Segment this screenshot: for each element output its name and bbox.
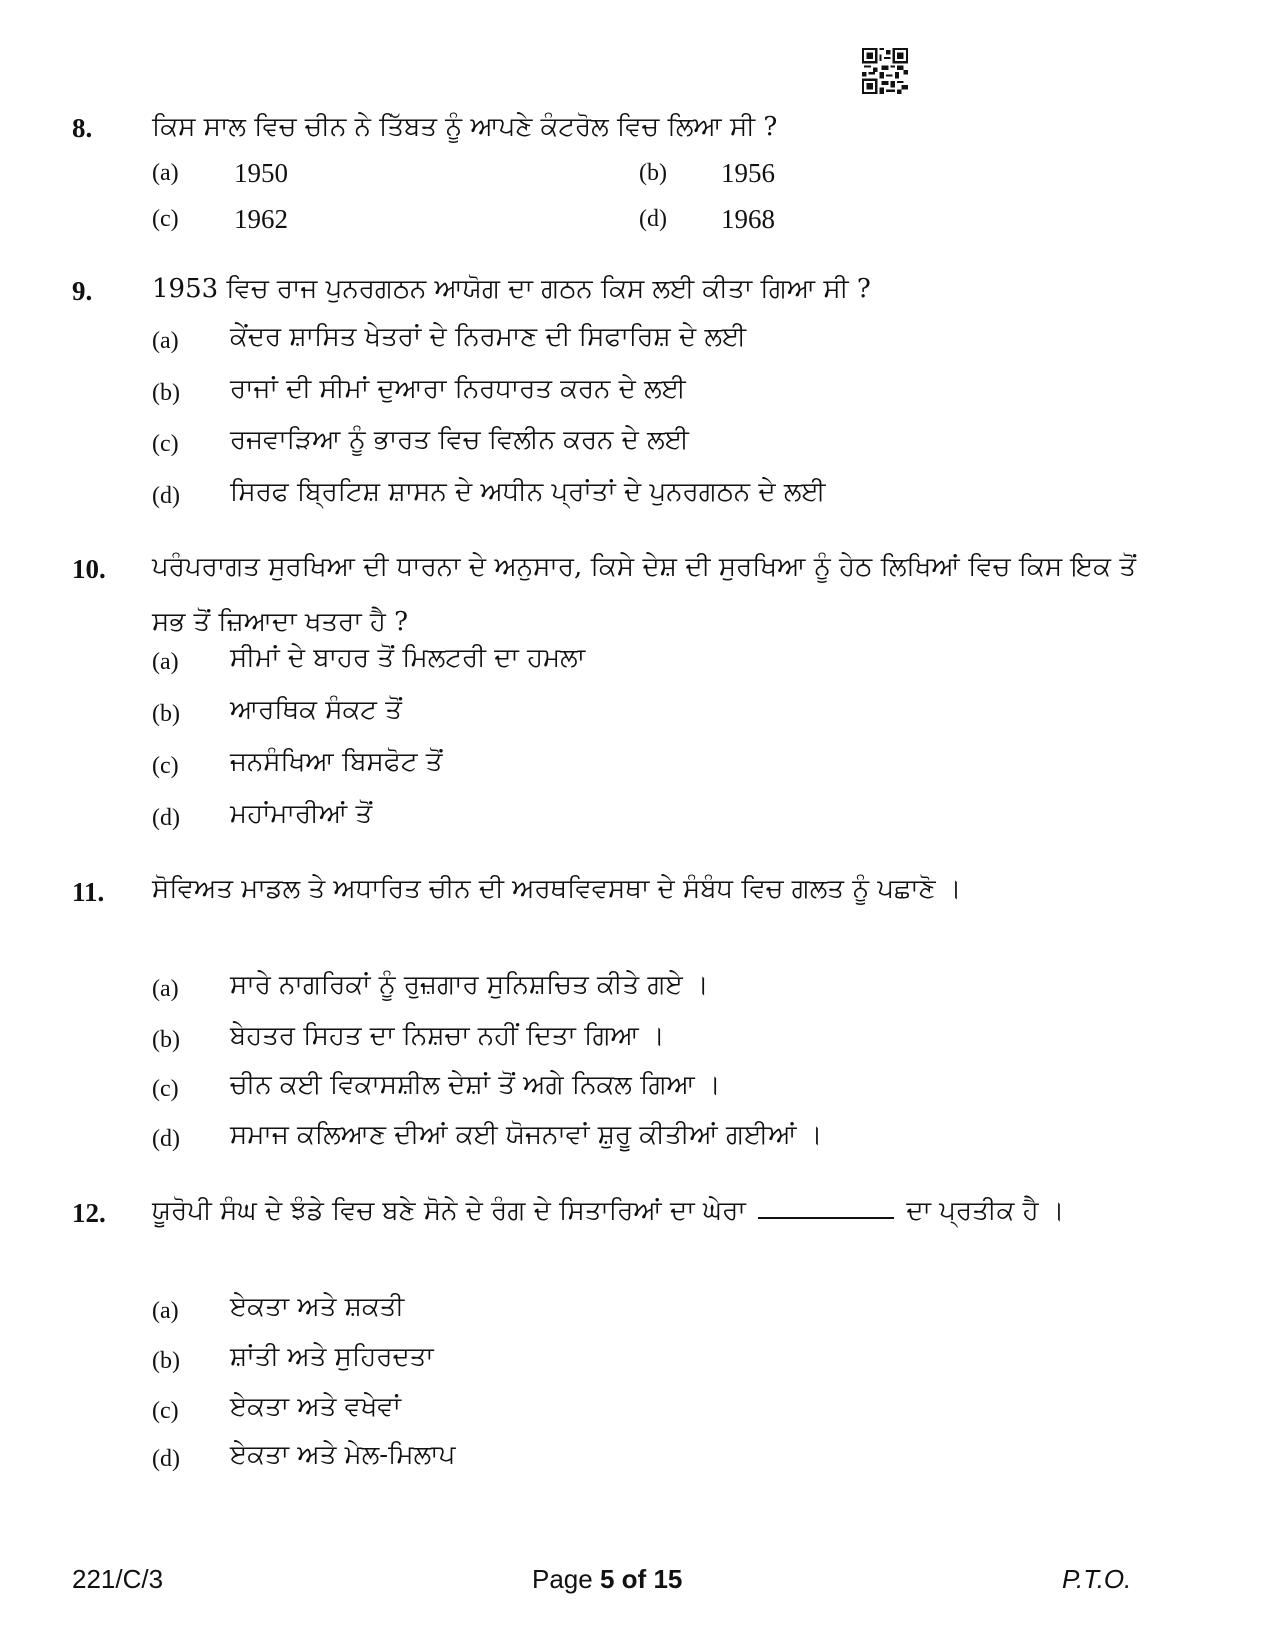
pto-label: P.T.O. (1062, 1564, 1132, 1594)
option-letter: (b) (152, 1348, 180, 1374)
qr-code (862, 48, 908, 94)
option-letter: (a) (152, 160, 179, 186)
question-text: ਪਰੰਪਰਾਗਤ ਸੁਰਖਿਆ ਦੀ ਧਾਰਨਾ ਦੇ ਅਨੁਸਾਰ, ਕਿਸੇ ਦੇਸ਼ ਦੀ ਸੁਰਖਿਆ ਨੂੰ ਹੇਠ ਲਿਖਿਆਂ ਵਿਚ ਕਿਸ ਇਕ ਤੋਂ ਸਭ ਤੋਂ ਜ਼ਿਆਦਾ ਖਤਰਾ ਹੈ ? (152, 552, 1136, 637)
option-text: ਆਰਥਿਕ ਸੰਕਟ ਤੋਂ (230, 695, 402, 725)
option-text: 1968 (721, 204, 775, 234)
option-text: ਰਾਜਾਂ ਦੀ ਸੀਮਾਂ ਦੁਆਰਾ ਨਿਰਧਾਰਤ ਕਰਨ ਦੇ ਲਈ (230, 374, 686, 404)
question-text: ਕਿਸ ਸਾਲ ਵਿਚ ਚੀਨ ਨੇ ਤਿੱਬਤ ਨੂੰ ਆਪਣੇ ਕੰਟਰੋਲ ਵਿਚ ਲਿਆ ਸੀ ? (152, 112, 778, 142)
option-letter: (a) (152, 328, 179, 354)
option-letter: (b) (152, 1027, 180, 1053)
option-letter: (c) (152, 431, 179, 457)
option-text: ਸਿਰਫ ਬ੍ਰਿਟਿਸ਼ ਸ਼ਾਸਨ ਦੇ ਅਧੀਨ ਪ੍ਰਾਂਤਾਂ ਦੇ ਪੁਨਰਗਠਨ ਦੇ ਲਈ (230, 477, 826, 507)
option-text: ਜਨਸੰਖਿਆ ਬਿਸਫੋਟ ਤੋਂ (230, 747, 443, 777)
question-text-before: ਯੂਰੋਪੀ ਸੰਘ ਦੇ ਝੰਡੇ ਵਿਚ ਬਣੇ ਸੋਨੇ ਦੇ ਰੰਗ ਦੇ ਸਿਤਾਰਿਆਂ ਦਾ ਘੇਰਾ (152, 1196, 746, 1226)
page-word: Page (532, 1564, 593, 1594)
question-number: 12. (72, 1198, 106, 1228)
option-letter: (b) (639, 160, 667, 186)
question-number: 10. (72, 554, 106, 584)
option-text: ਬੇਹਤਰ ਸਿਹਤ ਦਾ ਨਿਸ਼ਚਾ ਨਹੀਂ ਦਿਤਾ ਗਿਆ । (230, 1021, 665, 1051)
page-total: 15 (653, 1564, 683, 1594)
question-text: 1953 ਵਿਚ ਰਾਜ ਪੁਨਰਗਠਨ ਆਯੋਗ ਦਾ ਗਠਨ ਕਿਸ ਲਈ ਕੀਤਾ ਗਿਆ ਸੀ ? (152, 274, 871, 304)
option-text: ਰਜਵਾੜਿਆ ਨੂੰ ਭਾਰਤ ਵਿਚ ਵਿਲੀਨ ਕਰਨ ਦੇ ਲਈ (230, 425, 689, 455)
option-text: 1950 (234, 158, 288, 188)
option-letter: (a) (152, 976, 179, 1002)
option-letter: (a) (152, 649, 179, 675)
option-text: 1962 (234, 204, 288, 234)
option-text: ਸਮਾਜ ਕਲਿਆਣ ਦੀਆਂ ਕਈ ਯੋਜਨਾਵਾਂ ਸ਼ੁਰੂ ਕੀਤੀਆਂ ਗਈਆਂ । (230, 1120, 823, 1150)
fill-in-blank (758, 1216, 894, 1219)
option-letter: (a) (152, 1298, 179, 1324)
option-text: ਸ਼ਾਂਤੀ ਅਤੇ ਸੁਹਿਰਦਤਾ (230, 1342, 434, 1372)
question-text-after: ਦਾ ਪ੍ਰਤੀਕ ਹੈ । (906, 1196, 1065, 1226)
option-text: 1956 (721, 158, 775, 188)
page-current: 5 (599, 1564, 615, 1594)
option-text: ਸਾਰੇ ਨਾਗਰਿਕਾਂ ਨੂੰ ਰੁਜ਼ਗਾਰ ਸੁਨਿਸ਼ਚਿਤ ਕੀਤੇ ਗਏ । (230, 970, 709, 1000)
option-text: ਏਕਤਾ ਅਤੇ ਮੇਲ-ਮਿਲਾਪ (230, 1440, 456, 1470)
option-letter: (c) (152, 753, 179, 779)
option-letter: (d) (152, 1126, 180, 1152)
option-letter: (c) (152, 1076, 179, 1102)
option-text: ਕੇਂਦਰ ਸ਼ਾਸਿਤ ਖੇਤਰਾਂ ਦੇ ਨਿਰਮਾਣ ਦੀ ਸਿਫਾਰਿਸ਼ ਦੇ ਲਈ (230, 322, 747, 352)
page-number (532, 1564, 682, 1595)
option-letter: (b) (152, 701, 180, 727)
option-letter: (d) (152, 805, 180, 831)
question-number: 11. (72, 877, 105, 907)
option-letter: (d) (152, 483, 180, 509)
option-letter: (d) (152, 1446, 180, 1472)
page-of: of (621, 1564, 647, 1594)
option-text: ਚੀਨ ਕਈ ਵਿਕਾਸਸ਼ੀਲ ਦੇਸ਼ਾਂ ਤੋਂ ਅਗੇ ਨਿਕਲ ਗਿਆ । (230, 1070, 721, 1100)
option-letter: (d) (639, 206, 667, 232)
option-letter: (c) (152, 1398, 179, 1424)
paper-code: 221/C/3 (72, 1564, 164, 1594)
option-text: ਏਕਤਾ ਅਤੇ ਵਖੇਵਾਂ (230, 1392, 402, 1422)
question-text (152, 1184, 1136, 1239)
question-number: 9. (72, 276, 93, 306)
option-letter: (b) (152, 380, 180, 406)
option-letter: (c) (152, 206, 179, 232)
question-text: ਸੋਵਿਅਤ ਮਾਡਲ ਤੇ ਅਧਾਰਿਤ ਚੀਨ ਦੀ ਅਰਥਵਿਵਸਥਾ ਦੇ ਸੰਬੰਧ ਵਿਚ ਗਲਤ ਨੂੰ ਪਛਾਣੋ । (152, 874, 962, 904)
option-text: ਸੀਮਾਂ ਦੇ ਬਾਹਰ ਤੋਂ ਮਿਲਟਰੀ ਦਾ ਹਮਲਾ (230, 643, 586, 673)
option-text: ਏਕਤਾ ਅਤੇ ਸ਼ਕਤੀ (230, 1292, 405, 1322)
option-text: ਮਹਾਂਮਾਰੀਆਂ ਤੋਂ (230, 799, 373, 829)
question-number: 8. (72, 113, 93, 143)
